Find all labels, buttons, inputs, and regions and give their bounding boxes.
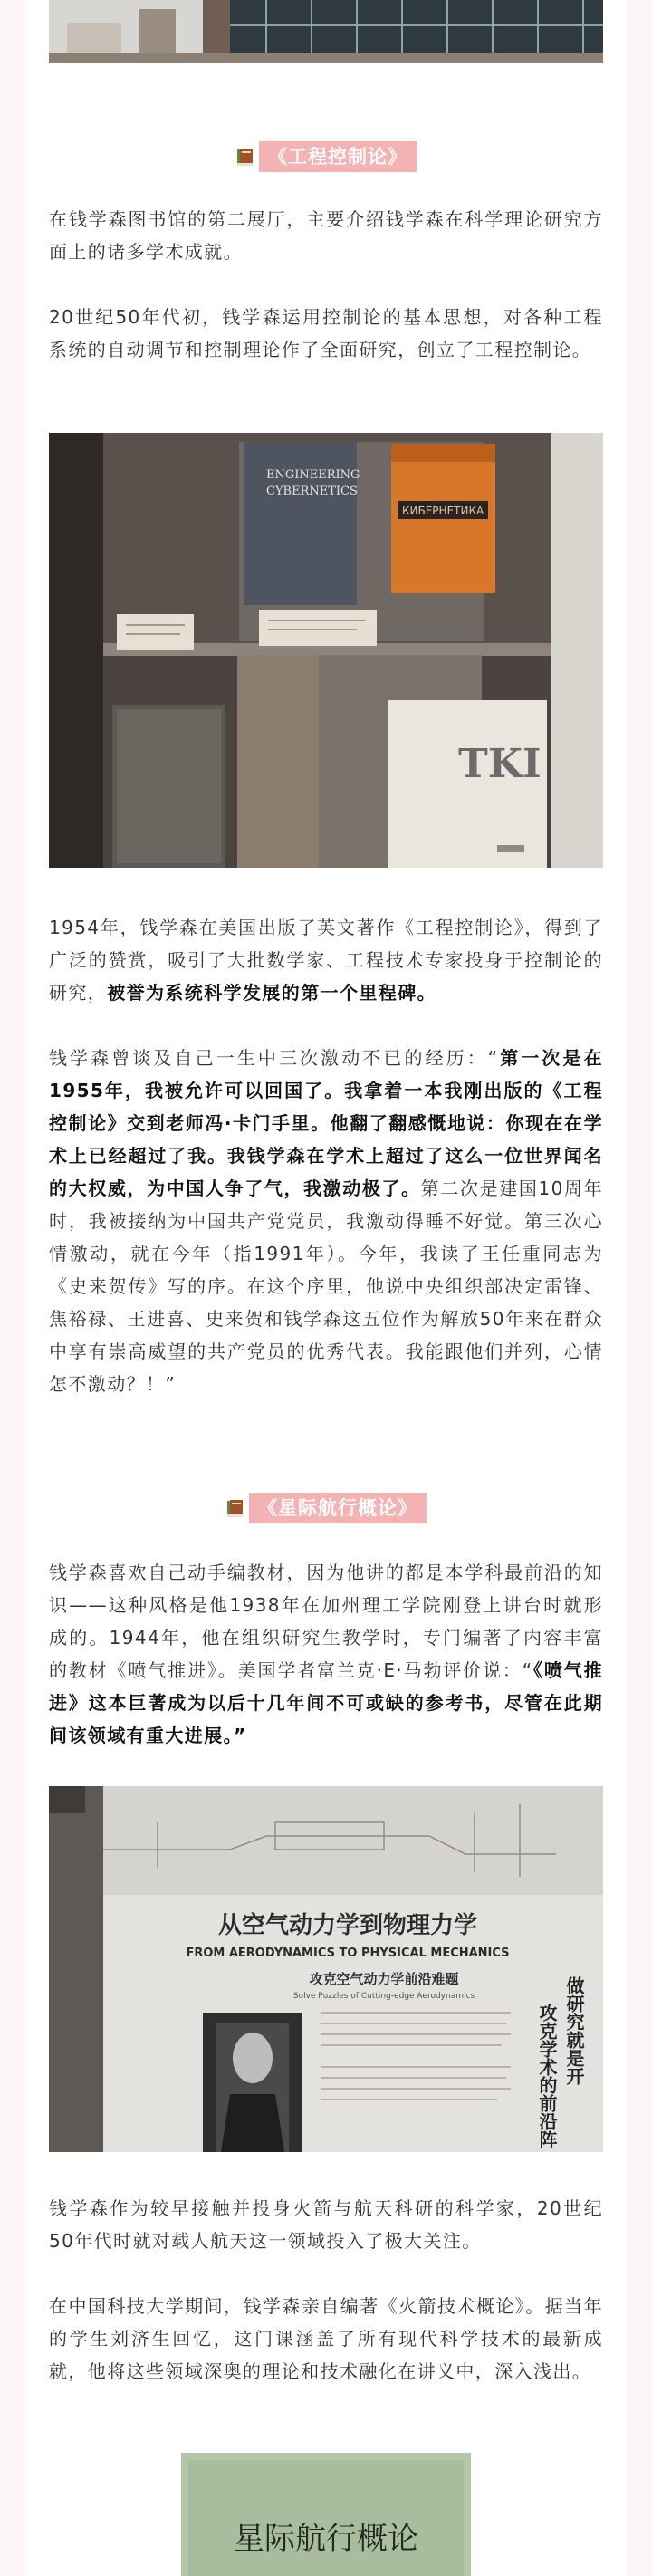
book-cover-text: TKI: [458, 741, 542, 787]
paragraph: 在钱学森图书馆的第二展厅，主要介绍钱学森在科学理论研究方面上的诸多学术成就。: [49, 208, 603, 263]
building-photo: [49, 0, 603, 63]
paragraph: 钱学森作为较早接触并投身火箭与航天科研的科学家，20世纪50年代时就对载人航天这一领域投入了极大关注。: [49, 2197, 603, 2252]
book-cover-text: КИБЕРНЕТИКА: [402, 505, 484, 517]
book-icon: [225, 1498, 245, 1518]
book-cover-text: ENGINEERING: [266, 468, 360, 482]
book-cover-text: CYBERNETICS: [266, 485, 358, 498]
cybernetics-books-photo: [49, 433, 603, 868]
paragraph-quote: 钱学森曾谈及自己一生中三次激动不已的经历：“第一次是在1955年，我被允许可以回国了。我拿着一本我刚出版的《工程控制论》交到老师冯·卡门手里。他翻了翻感慨地说：你现在在学术上已经超过了我。我钱学森在学术上超过了这么一位世界闻名的大权威，为中国人争了气，我激动极了。第二次是建国10周年时，我被接纳为中国共产党党员，我激动得睡不好觉。第三次心情激动，就在今年（指1991年）。今年，我读了王任重同志为《史来贺传》写的序。在这个序里，他说中央组织部决定雷锋、焦裕禄、王进喜、史来贺和钱学森这五位作为解放50年来在群众中享有崇高威望的共产党员的优秀代表。我能跟他们并列，心情怎不激动？！”: [49, 1047, 603, 1395]
panel-vertical-text: 攻克学术的前沿阵: [536, 2004, 558, 2148]
paragraph: 1954年，钱学森在美国出版了英文著作《工程控制论》，得到了广泛的赞赏，吸引了大批数学家、工程技术专家投身于控制论的研究，被誉为系统科学发展的第一个里程碑。: [49, 917, 603, 1004]
section-title: 《星际航行概论》: [249, 1493, 427, 1523]
paragraph: 20世纪50年代初，钱学森运用控制论的基本思想，对各种工程系统的自动调节和控制理论作了全面研究，创立了工程控制论。: [49, 306, 603, 360]
book-icon: [235, 147, 255, 167]
article-card: [25, 0, 627, 2576]
panel-title-en: FROM AERODYNAMICS TO PHYSICAL MECHANICS: [186, 1946, 510, 1960]
section-heading-engineering-cybernetics: [49, 140, 603, 173]
panel-subtitle: 攻克空气动力学前沿难题: [309, 1971, 459, 1987]
panel-vertical-text: 做研究就是开: [563, 1976, 585, 2085]
aerodynamics-panel-photo: [49, 1786, 603, 2152]
interstellar-book-photo: [181, 2453, 471, 2576]
section-heading-interstellar-navigation: [49, 1492, 603, 1524]
panel-subtitle-en: Solve Puzzles of Cutting-edge Aerodynamics: [292, 1992, 475, 2001]
panel-title: 从空气动力学到物理力学: [217, 1912, 478, 1939]
book-cover-title: 星际航行概论: [234, 2521, 418, 2557]
paragraph: 钱学森喜欢自己动手编教材，因为他讲的都是本学科最前沿的知识——这种风格是他1938年在加州理工学院刚登上讲台时就形成的。1944年，他在组织研究生教学时，专门编著了内容丰富的教材《喷气推进》。美国学者富兰克·E·马勃评价说：“《喷气推进》这本巨著成为以后十几年间不可或缺的参考书，尽管在此期间该领域有重大进展。”: [49, 1562, 604, 1746]
paragraph: 在中国科技大学期间，钱学森亲自编著《火箭技术概论》。据当年的学生刘济生回忆，这门课涵盖了所有现代科学技术的最新成就，他将这些领域深奥的理论和技术融化在讲义中，深入浅出。: [49, 2295, 603, 2382]
section-title: 《工程控制论》: [259, 141, 417, 172]
